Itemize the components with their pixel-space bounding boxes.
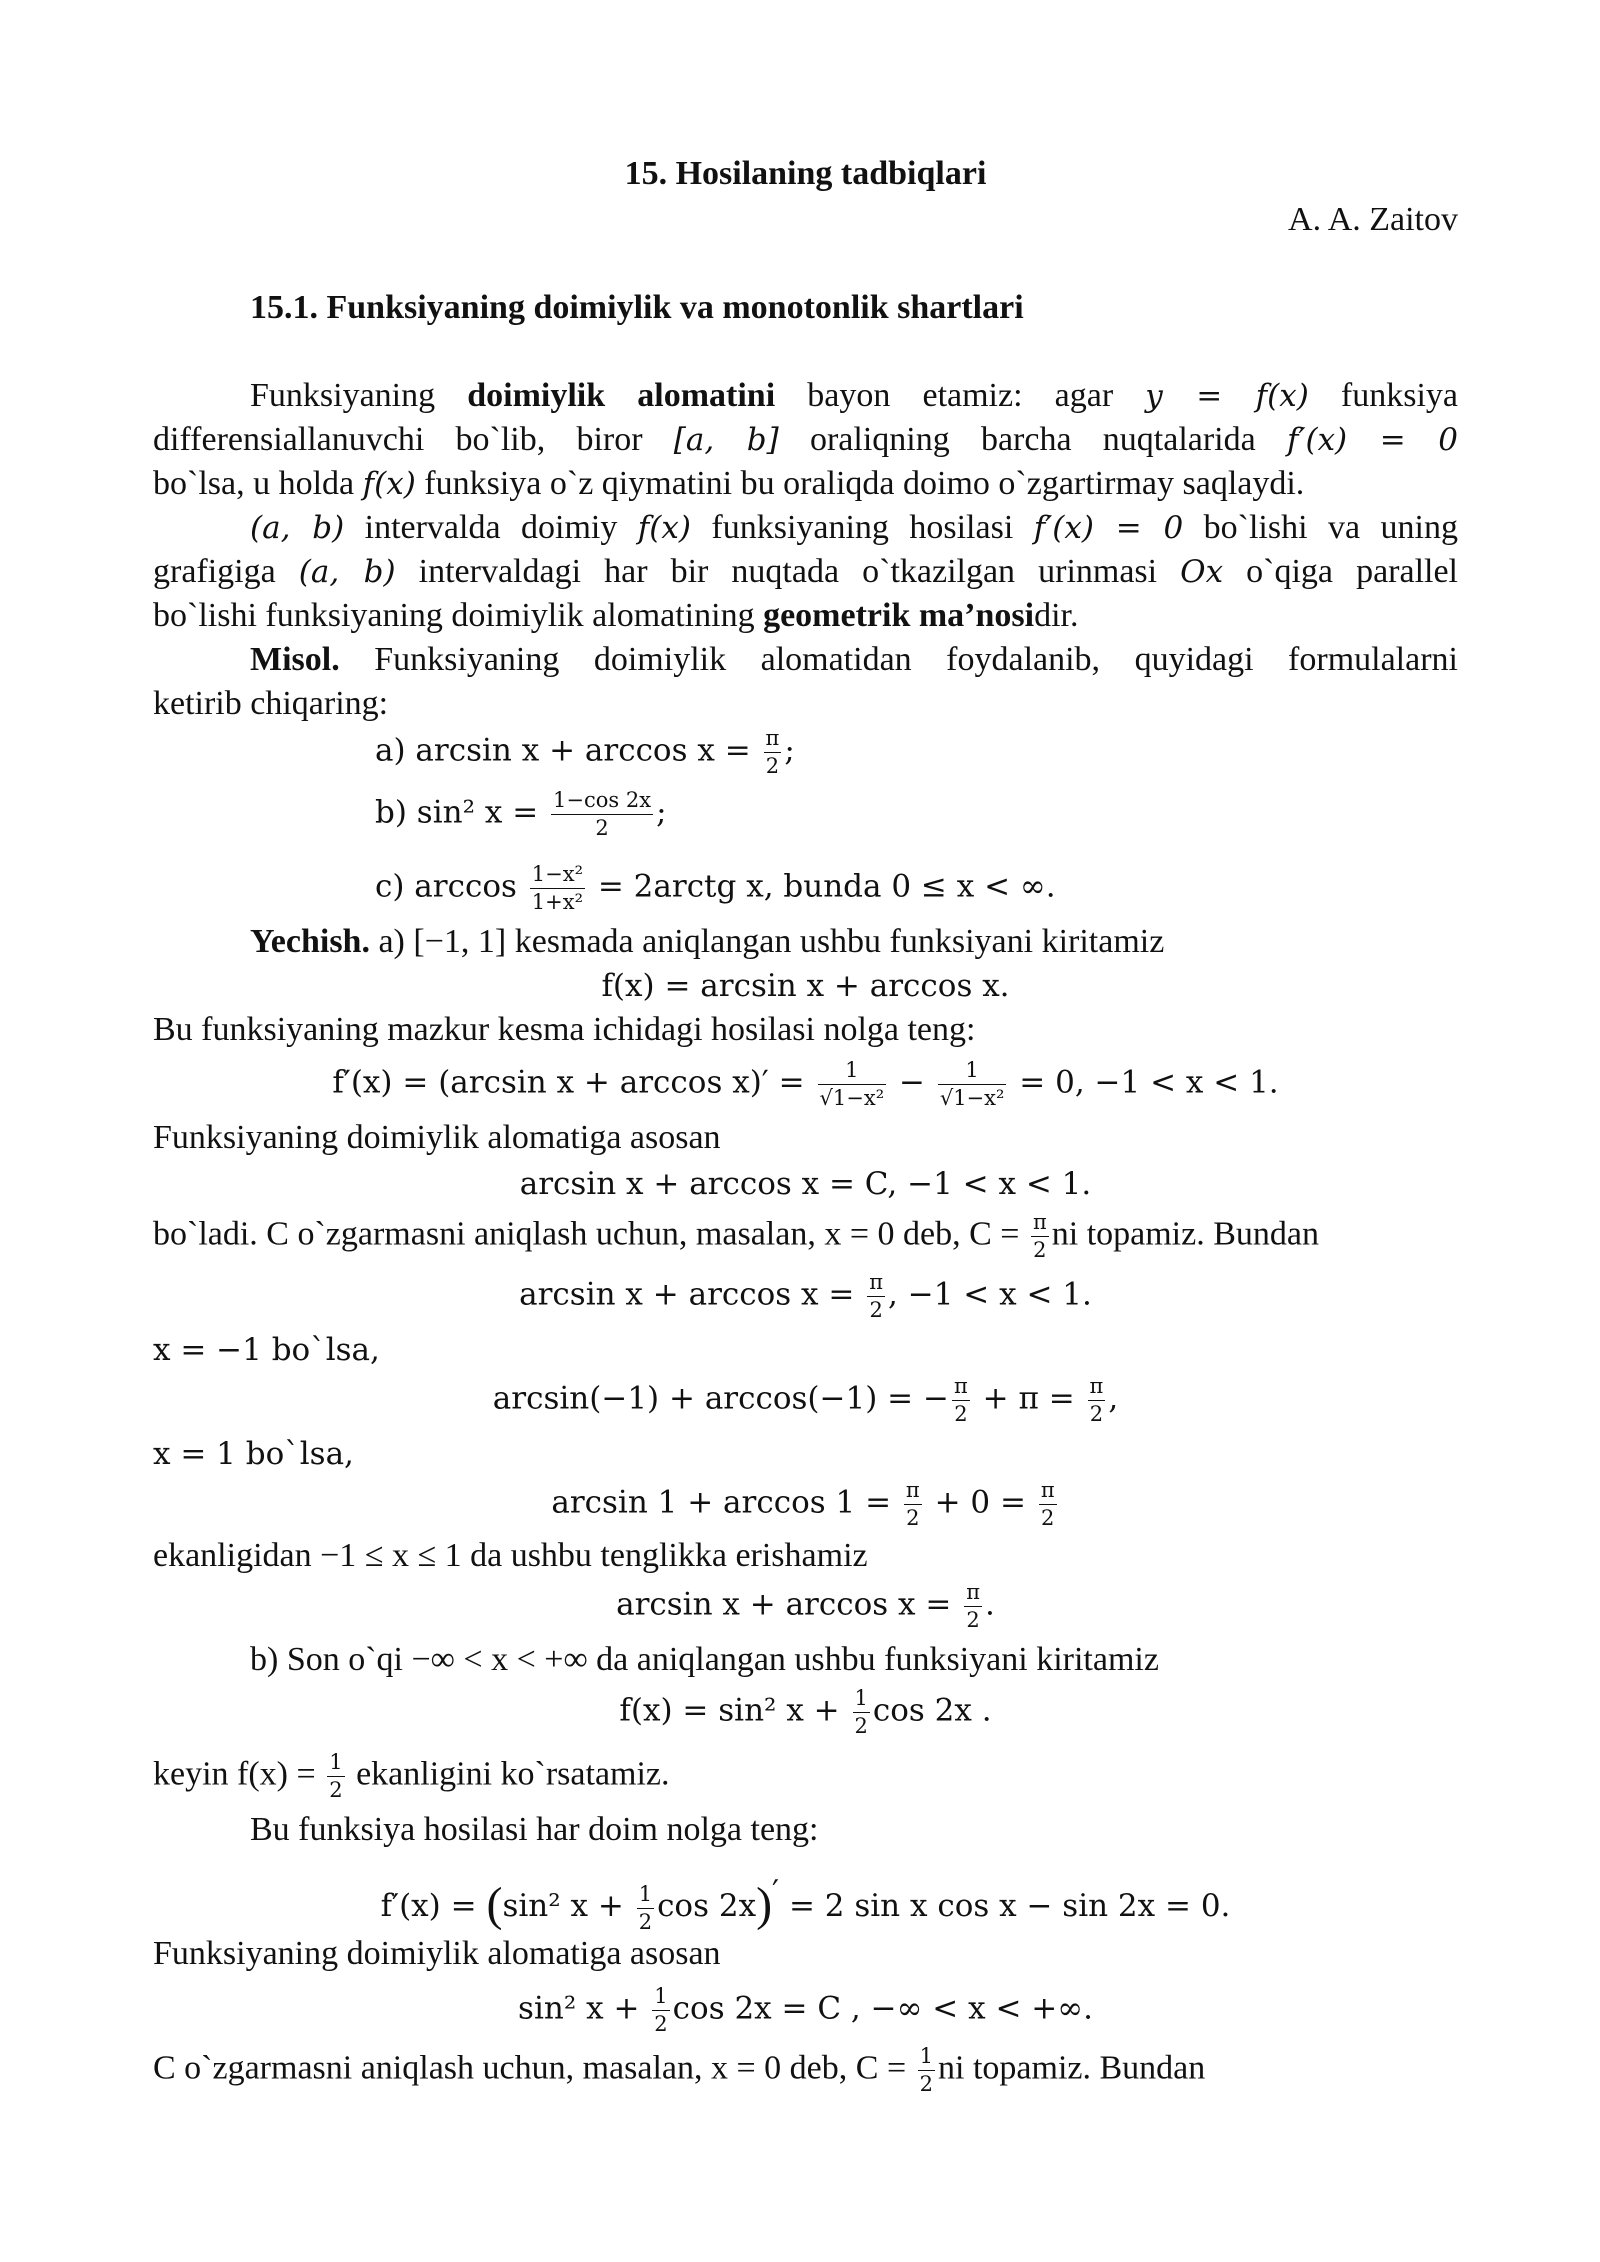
text: Funksiyaning bbox=[250, 377, 468, 414]
formula-derivative: f′(x) = (arcsin x + arccos x)′ = $\frac{1}{\text{√1−x²}}$ − $\frac{1}{\text{√1−x²}}$ = 0, −1 < x < 1. bbox=[332, 1058, 1279, 1110]
fraction bbox=[918, 2046, 935, 2095]
paren: ) bbox=[756, 1878, 773, 1931]
numerator: π bbox=[1088, 1376, 1106, 1401]
p1-line-3 bbox=[153, 462, 1458, 506]
text: funksiya o`z qiymatini bu oraliqda doimo o`zgartirmay saqlaydi. bbox=[415, 465, 1305, 502]
numerator: π bbox=[904, 1480, 922, 1505]
solution-line-2: Bu funksiyaning mazkur kesma ichidagi hosilasi nolga teng: bbox=[153, 1011, 976, 1048]
formula: f(x) bbox=[637, 510, 691, 546]
formula-text: cos 2x bbox=[657, 1888, 757, 1924]
fraction bbox=[938, 1060, 1007, 1109]
text: funksiya bbox=[1308, 377, 1459, 414]
formula-text: a) arcsin x + arccos x = bbox=[375, 732, 761, 769]
example-label: Misol. bbox=[250, 641, 340, 678]
fraction bbox=[964, 1582, 982, 1631]
formula: f′(x) = 0 bbox=[1033, 510, 1184, 546]
denominator: 2 bbox=[919, 2072, 934, 2096]
solution-line-5: x = −1 bo`lsa, bbox=[153, 1332, 380, 1368]
text: grafigiga bbox=[153, 553, 299, 590]
text: keyin f(x) = bbox=[153, 1755, 325, 1793]
numerator: π bbox=[1031, 1212, 1049, 1237]
section-title: 15.1. Funksiyaning doimiylik va monotonlik shartlari bbox=[250, 289, 1024, 326]
formula: f(x) bbox=[362, 466, 416, 502]
text: ni topamiz. Bundan bbox=[938, 2049, 1206, 2087]
solution-line-7: ekanligidan −1 ≤ x ≤ 1 da ushbu tenglikka erishamiz bbox=[153, 1537, 868, 1574]
text: Funksiyaning doimiylik alomatidan foydalanib, quyidagi formulalarni bbox=[339, 641, 1458, 678]
text: oraliqning barcha nuqtalarida bbox=[778, 421, 1287, 458]
solution-line-6: x = 1 bo`lsa, bbox=[153, 1436, 354, 1472]
formula-e5: arcsin x + arccos x = $\frac{\pi}{2}$ . bbox=[616, 1580, 995, 1632]
formula: y = f(x) bbox=[1145, 378, 1309, 414]
formula-text: f(x) = sin² x + bbox=[619, 1692, 850, 1729]
fraction bbox=[818, 1060, 887, 1109]
text: bayon etamiz: agar bbox=[775, 377, 1146, 414]
formula-text: cos 2x . bbox=[872, 1692, 992, 1729]
numerator: 1 bbox=[327, 1752, 344, 1777]
numerator: 1 bbox=[918, 2046, 935, 2071]
numerator: 1 bbox=[938, 1060, 1007, 1085]
numerator: 1 bbox=[652, 1986, 669, 2011]
fraction bbox=[867, 1272, 885, 1321]
formula-text: arcsin 1 + arccos 1 = bbox=[551, 1484, 901, 1521]
formula-text: arcsin x + arccos x = bbox=[519, 1276, 865, 1313]
formula-text: = 2arctg x, bunda 0 ≤ x < ∞. bbox=[587, 868, 1056, 905]
formula: (a, b) bbox=[250, 510, 345, 546]
numerator: π bbox=[764, 728, 782, 753]
denominator: 2 bbox=[1041, 1506, 1055, 1530]
author: A. A. Zaitov bbox=[1288, 201, 1458, 238]
fraction bbox=[530, 864, 585, 913]
denominator: √1−x² bbox=[939, 1086, 1005, 1110]
fraction bbox=[551, 790, 653, 839]
text: a) [−1, 1] kesmada aniqlangan ushbu funksiyani kiritamiz bbox=[369, 923, 1165, 960]
denominator: 2 bbox=[1033, 1238, 1047, 1262]
fraction bbox=[764, 728, 782, 777]
formula: f′(x) = 0 bbox=[1286, 422, 1459, 458]
text: bo`lishi funksiyaning doimiylik alomatining bbox=[153, 597, 764, 634]
solution-line-9 bbox=[153, 1752, 1458, 1801]
fraction bbox=[1039, 1480, 1057, 1529]
example-line-2: ketirib chiqaring: bbox=[153, 685, 389, 722]
denominator: 2 bbox=[595, 816, 609, 840]
denominator: √1−x² bbox=[819, 1086, 885, 1110]
formula-e7: f′(x) = (sin² x + $\frac{1}{2}$ cos 2x)′ = 2 sin x cos x − sin 2x = 0. bbox=[380, 1874, 1231, 1934]
solution-line-8: b) Son o`qi −∞ < x < +∞ da aniqlangan ushbu funksiyani kiritamiz bbox=[250, 1641, 1159, 1678]
numerator: 1−x² bbox=[530, 864, 585, 889]
denominator: 2 bbox=[1089, 1402, 1104, 1426]
solution-line-3: Funksiyaning doimiylik alomatiga asosan bbox=[153, 1119, 721, 1156]
formula-text: arcsin(−1) + arccos(−1) = − bbox=[492, 1380, 949, 1417]
text: dir. bbox=[1034, 597, 1079, 634]
formula-text: sin² x + bbox=[502, 1888, 634, 1924]
text: intervaldagi har bir nuqtada o`tkazilgan urinmasi bbox=[395, 553, 1181, 590]
denominator: 2 bbox=[765, 754, 780, 778]
numerator: 1−cos 2x bbox=[551, 790, 653, 815]
numerator: π bbox=[867, 1272, 885, 1297]
solution-label: Yechish. bbox=[250, 923, 370, 960]
formula-a: a) arcsin x + arccos x = $\frac{\pi}{2}$ ; bbox=[375, 726, 795, 778]
formula-text: = 2 sin x cos x − sin 2x = 0. bbox=[779, 1888, 1231, 1924]
formula-e2 bbox=[153, 1272, 1458, 1321]
p2-line-3 bbox=[153, 594, 1458, 638]
fraction bbox=[853, 1688, 870, 1737]
numerator: π bbox=[1039, 1480, 1057, 1505]
denominator: 2 bbox=[854, 1714, 868, 1738]
p1-line-1 bbox=[153, 374, 1458, 418]
formula-text: arcsin x + arccos x = bbox=[616, 1586, 962, 1623]
formula-e8 bbox=[153, 1986, 1458, 2035]
solution-line-11: Funksiyaning doimiylik alomatiga asosan bbox=[153, 1935, 721, 1972]
formula: (a, b) bbox=[298, 554, 396, 590]
text: bo`ladi. C o`zgarmasni aniqlash uchun, masalan, x = 0 deb, C = bbox=[153, 1215, 1028, 1253]
formula-text: + π = bbox=[972, 1380, 1085, 1417]
numerator: π bbox=[964, 1582, 982, 1607]
chapter-title: 15. Hosilaning tadbiqlari bbox=[624, 155, 987, 192]
solution-line-4 bbox=[153, 1212, 1458, 1261]
denominator: 2 bbox=[966, 1608, 980, 1632]
formula-text: = 0, −1 < x < 1. bbox=[1009, 1064, 1279, 1101]
formula-text: c) arccos bbox=[375, 868, 527, 905]
solution-line-10: Bu funksiya hosilasi har doim nolga teng: bbox=[250, 1811, 819, 1848]
formula-text: , −1 < x < 1. bbox=[888, 1276, 1092, 1313]
text: ni topamiz. Bundan bbox=[1051, 1215, 1319, 1253]
formula-text: b) sin² x = bbox=[375, 794, 549, 831]
denominator: 2 bbox=[638, 1909, 653, 1934]
text: C o`zgarmasni aniqlash uchun, masalan, x = 0 deb, C = bbox=[153, 2049, 915, 2087]
formula: Ox bbox=[1180, 554, 1224, 590]
numerator: 1 bbox=[637, 1884, 654, 1909]
text: funksiyaning hosilasi bbox=[690, 509, 1034, 546]
fraction bbox=[327, 1752, 344, 1801]
fraction bbox=[1031, 1212, 1049, 1261]
paren: ( bbox=[486, 1878, 503, 1931]
formula-text: f′(x) = bbox=[380, 1888, 487, 1924]
formula-text: + 0 = bbox=[924, 1484, 1036, 1521]
denominator: 2 bbox=[869, 1298, 883, 1322]
formula-e1: arcsin x + arccos x = C, −1 < x < 1. bbox=[519, 1166, 1092, 1202]
denominator: 2 bbox=[954, 1402, 968, 1426]
formula-c bbox=[153, 864, 1458, 913]
bold-term: geometrik ma’nosi bbox=[763, 597, 1035, 634]
fraction bbox=[1088, 1376, 1106, 1425]
formula: [a, b] bbox=[673, 422, 779, 458]
formula-text: f′(x) = (arcsin x + arccos x)′ = bbox=[332, 1064, 815, 1101]
text: ekanligini ko`rsatamiz. bbox=[347, 1755, 670, 1793]
fraction bbox=[637, 1881, 654, 1934]
formula-f1: f(x) = arcsin x + arccos x. bbox=[601, 968, 1010, 1004]
solution-line-12 bbox=[153, 2046, 1458, 2095]
text: bo`lishi va uning bbox=[1183, 509, 1458, 546]
text: o`qiga parallel bbox=[1223, 553, 1459, 590]
formula-e3: arcsin(−1) + arccos(−1) = − $\frac{\pi}{2}$ + π = $\frac{\pi}{2}$ , bbox=[492, 1374, 1119, 1426]
text: intervalda doimiy bbox=[344, 509, 638, 546]
numerator: 1 bbox=[818, 1060, 887, 1085]
denominator: 2 bbox=[654, 2012, 668, 2036]
formula-e6 bbox=[153, 1688, 1458, 1737]
numerator: 1 bbox=[853, 1688, 870, 1713]
formula-b: b) sin² x = $\frac{1-\cos 2x}{2}$ ; bbox=[375, 788, 667, 840]
fraction bbox=[904, 1480, 922, 1529]
fraction bbox=[652, 1986, 669, 2035]
text: differensiallanuvchi bo`lib, biror bbox=[153, 421, 674, 458]
denominator: 2 bbox=[906, 1506, 920, 1530]
example-line-1 bbox=[153, 638, 1458, 682]
denominator: 2 bbox=[329, 1778, 343, 1802]
formula-text: cos 2x = C , −∞ < x < +∞. bbox=[672, 1990, 1093, 2027]
denominator: 1+x² bbox=[531, 890, 583, 914]
bold-term: doimiylik alomatini bbox=[467, 377, 776, 414]
solution-line-1 bbox=[153, 920, 1458, 964]
p2-line-2 bbox=[153, 550, 1458, 594]
formula-e4 bbox=[153, 1480, 1458, 1529]
fraction bbox=[952, 1376, 970, 1425]
text: bo`lsa, u holda bbox=[153, 465, 363, 502]
p2-line-1 bbox=[153, 506, 1458, 550]
numerator: π bbox=[952, 1376, 970, 1401]
p1-line-2 bbox=[153, 418, 1458, 462]
formula-text: sin² x + bbox=[518, 1990, 650, 2027]
